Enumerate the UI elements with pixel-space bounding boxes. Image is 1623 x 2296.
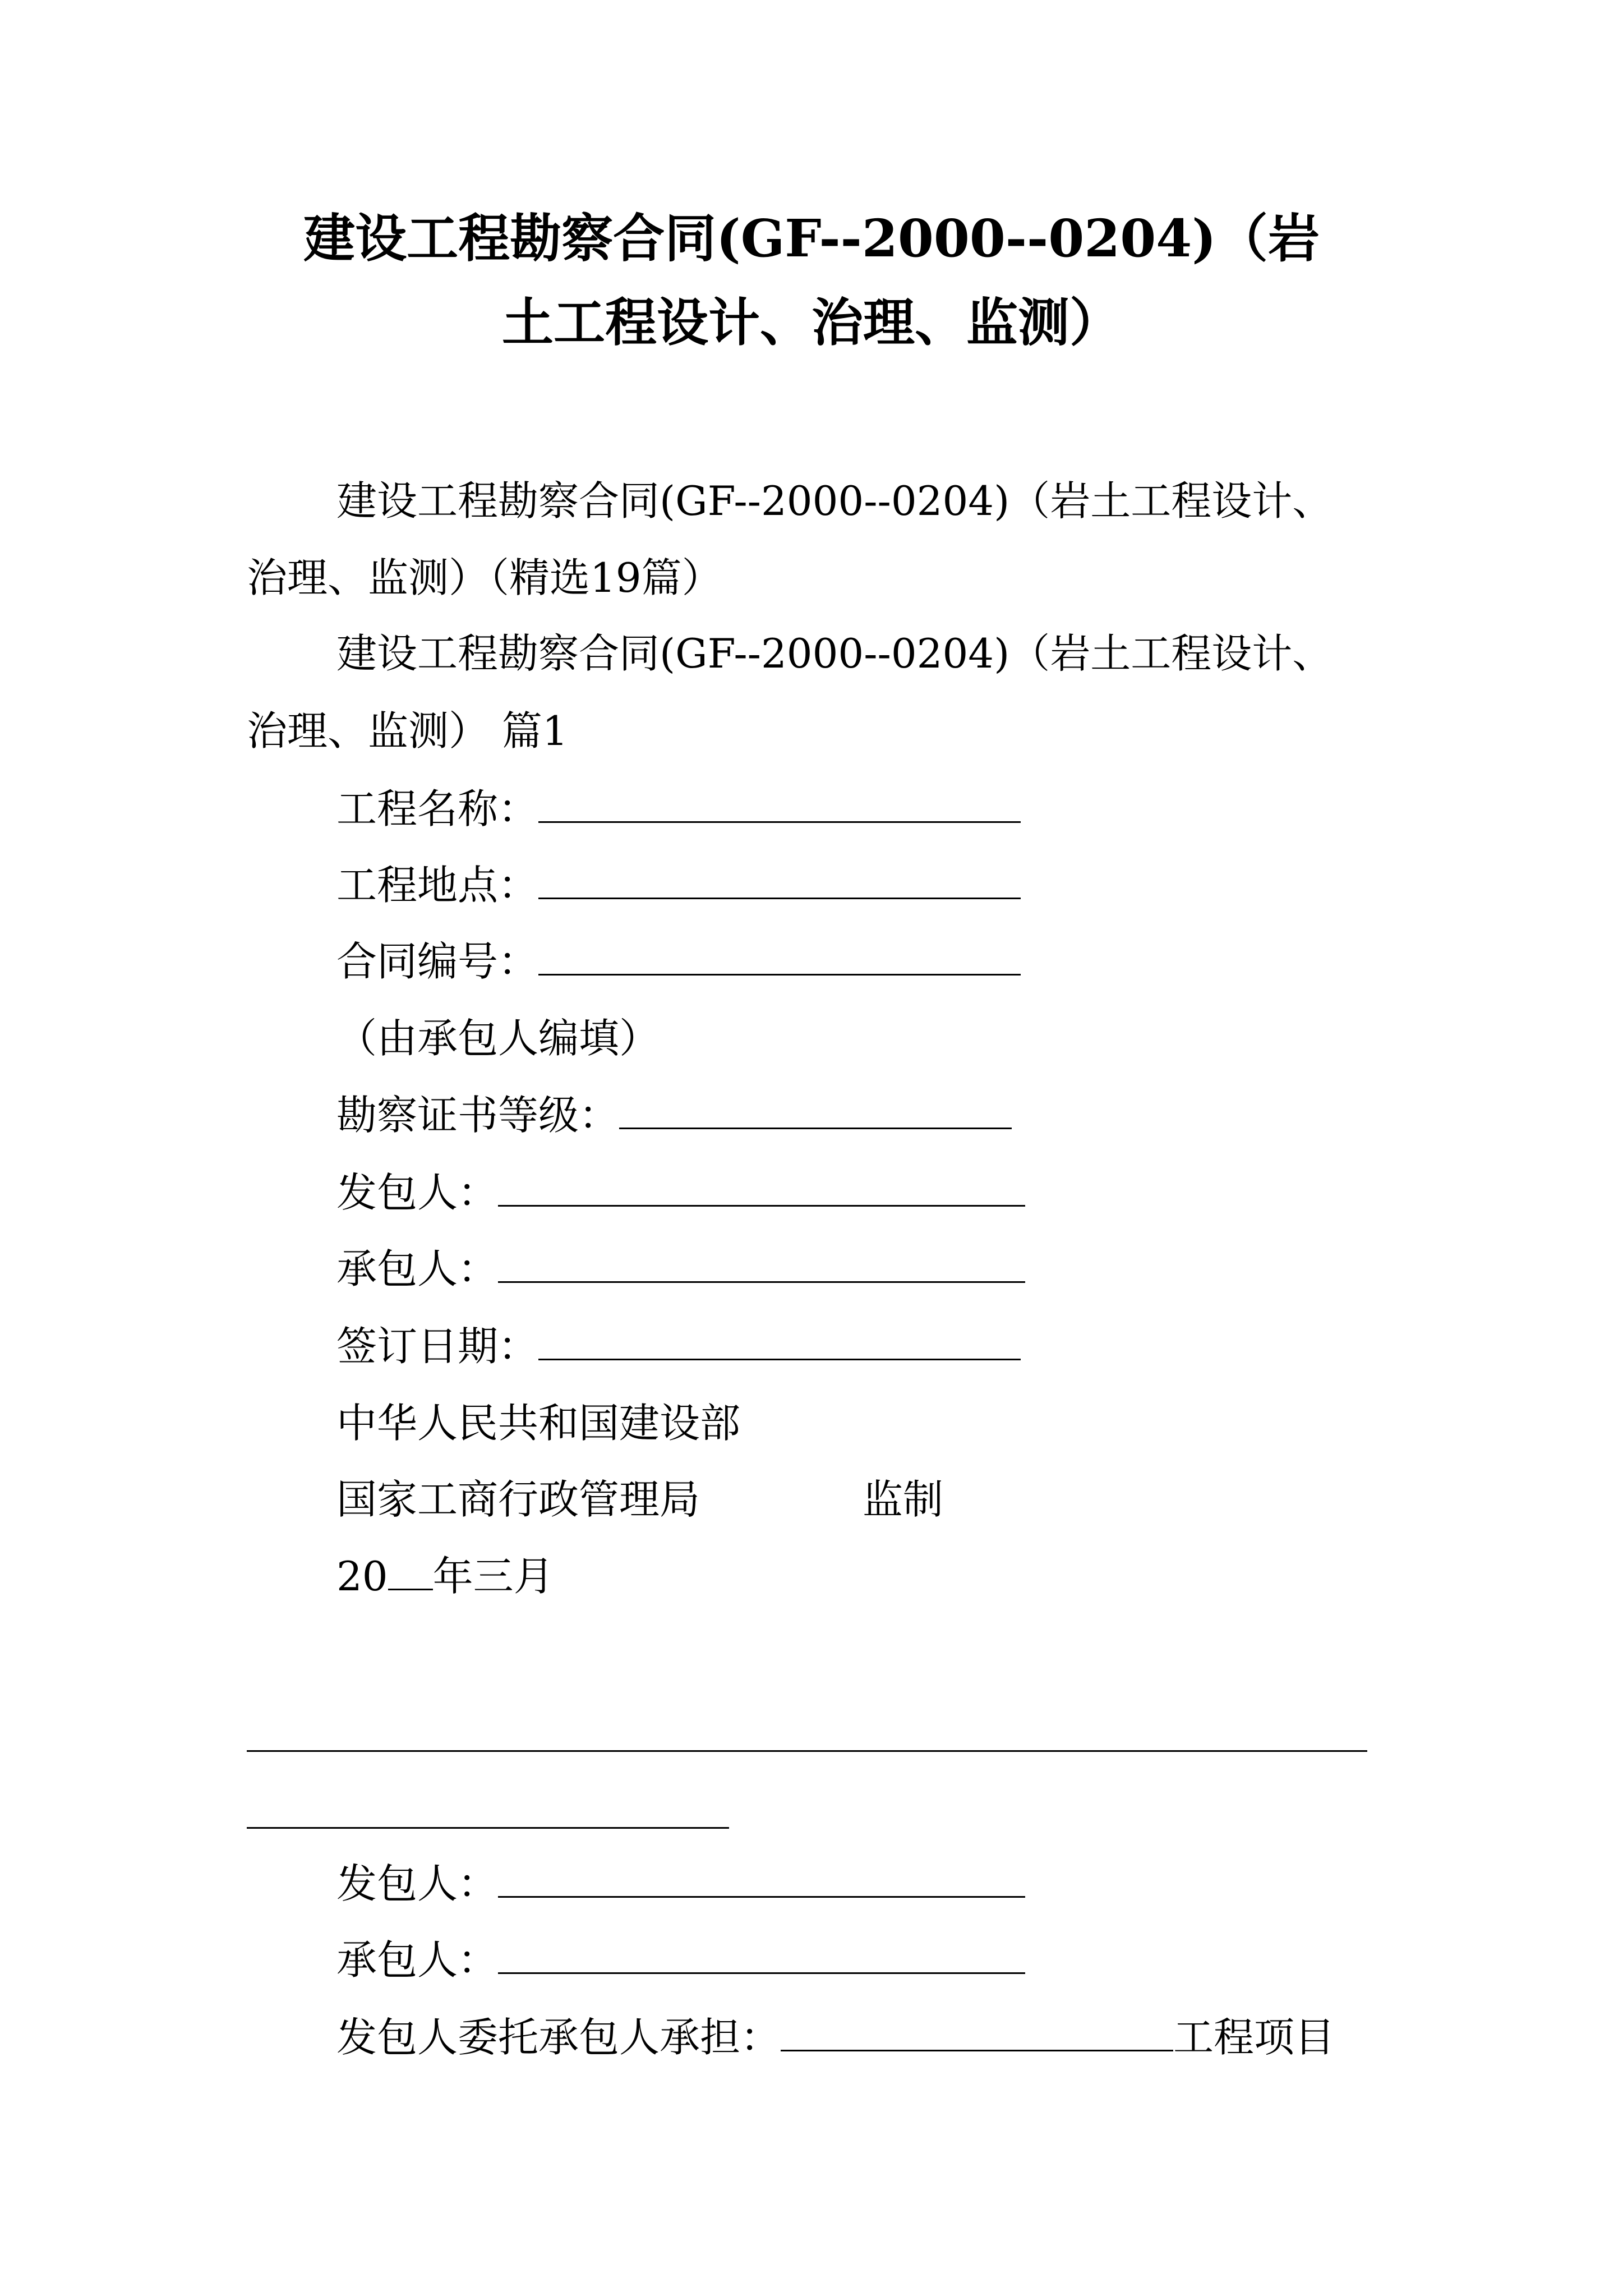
signing-date-label: 签订日期： (336, 1323, 539, 1370)
contractor-field (336, 1244, 1025, 1293)
body-contractor-blank (498, 1935, 1025, 1974)
employer-label: 发包人： (336, 1169, 499, 1216)
contract-number-blank (538, 937, 1021, 976)
issuer-ministry: 中华人民共和国建设部 (336, 1400, 741, 1447)
entrust-suffix: 工程项目 (1173, 2014, 1335, 2061)
filled-by-note: （由承包人编填） (336, 1015, 660, 1062)
cert-level-label: 勘察证书等级： (336, 1092, 620, 1139)
issuer-bureau: 国家工商行政管理局 (336, 1476, 700, 1523)
issue-year-blank (388, 1552, 433, 1590)
contractor-label: 承包人： (336, 1245, 499, 1292)
issue-date-prefix: 20 (336, 1553, 388, 1600)
project-site-label: 工程地点： (336, 862, 539, 909)
project-site-blank (538, 861, 1021, 899)
intro-line-1: 建设工程勘察合同(GF--2000--0204)（岩土工程设计、 (336, 477, 1333, 524)
contract-number-field (336, 937, 1021, 986)
project-name-blank (538, 784, 1021, 823)
intro-line-2: 治理、监测）（精选19篇） (247, 554, 722, 601)
supervision-label: 监制 (863, 1476, 944, 1523)
body-employer-blank (498, 1859, 1025, 1898)
body-contractor-field (336, 1935, 1025, 1984)
signing-date-blank (538, 1322, 1021, 1360)
project-name-field (336, 784, 1021, 833)
project-name-label: 工程名称： (336, 785, 539, 832)
part-heading-line-1: 建设工程勘察合同(GF--2000--0204)（岩土工程设计、 (336, 630, 1333, 677)
signing-date-field (336, 1322, 1021, 1370)
document-title-line-2: 土工程设计、治理、监测） (501, 292, 1121, 353)
entrust-field (336, 2013, 1335, 2062)
issue-date-suffix: 年三月 (432, 1553, 554, 1600)
cert-level-blank (619, 1091, 1012, 1129)
divider-rule-long (247, 1750, 1367, 1752)
contract-number-label: 合同编号： (336, 938, 539, 985)
entrust-label: 发包人委托承包人承担： (336, 2014, 781, 2061)
body-employer-field (336, 1859, 1025, 1908)
part-heading-line-2: 治理、监测） 篇1 (247, 707, 568, 754)
issuer-bureau-line (336, 1475, 943, 1524)
body-contractor-label: 承包人： (336, 1936, 499, 1984)
employer-blank (498, 1168, 1025, 1207)
entrust-blank (781, 2013, 1173, 2051)
project-site-field (336, 861, 1021, 909)
contractor-blank (498, 1244, 1025, 1283)
employer-field (336, 1168, 1025, 1217)
body-employer-label: 发包人： (336, 1860, 499, 1907)
issue-date (336, 1552, 554, 1600)
cert-level-field (336, 1091, 1012, 1139)
document-title-line-1: 建设工程勘察合同(GF--2000--0204)（岩 (303, 208, 1320, 269)
divider-rule-short (247, 1827, 729, 1829)
